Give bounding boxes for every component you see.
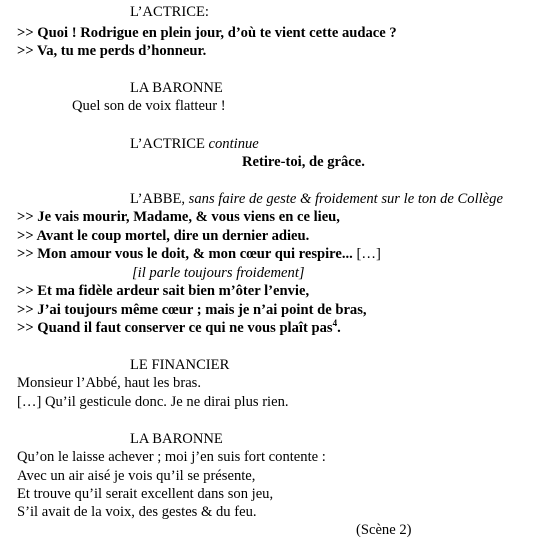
verse-line: >> Et ma fidèle ardeur sait bien m’ôter l’envie, xyxy=(17,283,310,299)
speaker-financier: LE FINANCIER xyxy=(130,357,230,373)
stage-direction: [il parle toujours froidement] xyxy=(132,265,305,281)
verse-line: […] Qu’il gesticule donc. Je ne dirai plus rien. xyxy=(17,394,289,410)
verse-line: >> Avant le coup mortel, dire un dernier adieu. xyxy=(17,228,310,244)
verse-text: >> Quand il faut conserver ce qui ne vous plaît pas xyxy=(17,320,333,336)
verse-line: Et trouve qu’il serait excellent dans son jeu, xyxy=(17,486,274,502)
verse-line: Monsieur l’Abbé, haut les bras. xyxy=(17,375,202,391)
verse-line: >> Je vais mourir, Madame, & vous viens en ce lieu, xyxy=(17,209,340,225)
verse-line: Qu’on le laisse achever ; moi j’en suis fort contente : xyxy=(17,449,326,465)
verse-line: S’il avait de la voix, des gestes & du feu. xyxy=(17,504,257,520)
speaker-actrice xyxy=(130,135,259,153)
verse-line xyxy=(17,245,381,263)
footnote-marker: 4 xyxy=(332,318,338,329)
speaker-actrice: L’ACTRICE: xyxy=(130,4,209,20)
speaker-abbe xyxy=(130,190,503,208)
verse-line: >> J’ai toujours même cœur ; mais je n’ai point de bras, xyxy=(17,302,367,318)
verse-line: Retire-toi, de grâce. xyxy=(242,154,365,170)
stage-direction: sans faire de geste & froidement sur le ton de Collège xyxy=(188,191,503,207)
ellipsis-bracket: […] xyxy=(356,246,381,262)
verse-line: >> Va, tu me perds d’honneur. xyxy=(17,43,207,59)
speaker-baronne: LA BARONNE xyxy=(130,80,223,96)
verse-line xyxy=(17,319,341,337)
verse-text: >> Mon amour vous le doit, & mon cœur qui respire... xyxy=(17,246,353,262)
stage-direction: continue xyxy=(208,136,259,152)
verse-line: Avec un air aisé je vois qu’il se présente, xyxy=(17,468,256,484)
scene-reference: (Scène 2) xyxy=(356,522,412,538)
verse-line: Quel son de voix flatteur ! xyxy=(72,98,226,114)
speaker-name: L’ACTRICE xyxy=(130,136,205,152)
verse-line: >> Quoi ! Rodrigue en plein jour, d’où te vient cette audace ? xyxy=(17,25,397,41)
speaker-name: L’ABBE, xyxy=(130,191,186,207)
verse-end: . xyxy=(337,320,341,336)
speaker-baronne: LA BARONNE xyxy=(130,431,223,447)
